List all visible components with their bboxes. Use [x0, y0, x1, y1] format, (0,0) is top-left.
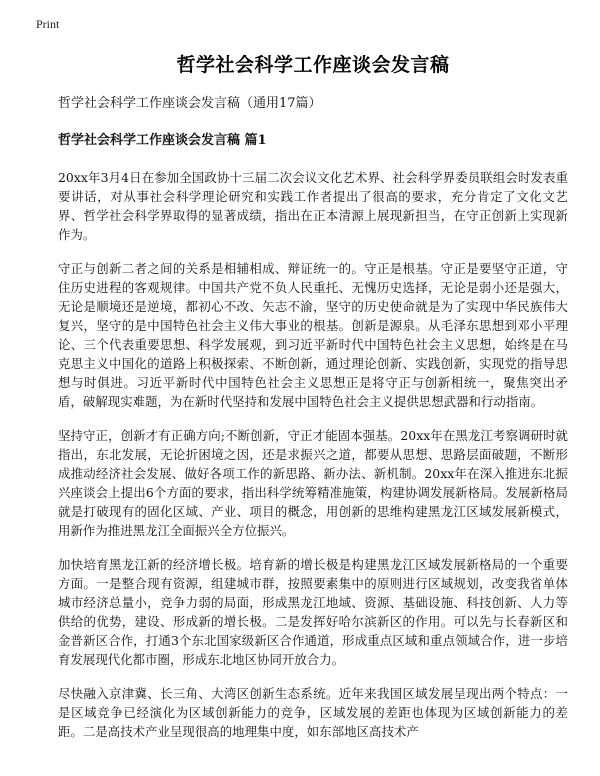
- paragraph-1: 20xx年3月4日在参加全国政协十三届二次会议文化艺术界、社会科学界委员联组会时发表重要讲话，对从事社会科学理论研究和实践工作者提出了很高的要求，充分肯定了文化文艺界、哲学社会科学界取得的显著成绩，指出在正本清源上展现新担当，在守正创新上实现新作为。: [58, 170, 568, 242]
- document-subtitle: 哲学社会科学工作座谈会发言稿（通用17篇）: [58, 96, 322, 111]
- paragraph-3: 坚持守正，创新才有正确方向;不断创新，守正才能固本强基。20xx年在黑龙江考察调研时就指出，东北发展，无论折困境之因，还是求振兴之道，都要从思想、思路层面破题，不断形成推动经济社会发展、做好各项工作的新思路、新办法、新机制。20xx年在深入推进东北振兴座谈会上提出6个方面的要求，指出科学统筹精准施策，构建协调发展新格局。发展新格局就是打破现有的固化区域、产业、项目的概念，用创新的思维构建黑龙江区域发展新模式，用新作为推进黑龙江全面振兴全方位振兴。: [58, 428, 568, 538]
- paragraph-4: 加快培育黑龙江新的经济增长极。培育新的增长极是构建黑龙江区域发展新格局的一个重要方面。一是整合现有资源，组建城市群，按照要素集中的原则进行区域规划，改变我省单体城市经济总量小，竞争力弱的局面，形成黑龙江地域、资源、基础设施、科技创新、人力等供给的优势，建设、形成新的增长极。二是发挥好哈尔滨新区的作用。可以先与长春新区和金普新区合作，打通3个东北国家级新区合作通道，形成重点区域和重点领域合作，进一步培育发展现代化都市圈，形成东北地区协同开放合力。: [58, 557, 568, 667]
- paragraph-2: 守正与创新二者之间的关系是相辅相成、辩证统一的。守正是根基。守正是要坚守正道，守住历史进程的客观规律。中国共产党不负人民重托、无愧历史选择，无论是弱小还是强大，无论是顺境还是逆境，都初心不改、矢志不渝，坚守的历史使命就是为了实现中华民族伟大复兴，坚守的是中国特色社会主义伟大事业的根基。创新是源泉。从毛泽东思想到邓小平理论、三个代表重要思想、科学发展观，到习近平新时代中国特色社会主义思想，始终是在马克思主义中国化的道路上积极探索、不断创新，通过理论创新、实践创新，实现党的指导思想与时俱进。习近平新时代中国特色社会主义思想正是将守正与创新相统一，聚焦突出矛盾，破解现实难题，为在新时代坚持和发展中国特色社会主义提供思想武器和行动指南。: [58, 261, 568, 409]
- section-heading: 哲学社会科学工作座谈会发言稿 篇1: [58, 133, 267, 148]
- document-title: 哲学社会科学工作座谈会发言稿: [176, 54, 450, 76]
- document-body: [58, 50, 568, 756]
- print-label[interactable]: Print: [36, 17, 60, 31]
- paragraph-5: 尽快融入京津冀、长三角、大湾区创新生态系统。近年来我国区域发展呈现出两个特点：一是区域竞争已经演化为区域创新能力的竞争，区域发展的差距也体现为区域创新能力的差距。二是高技术产业呈现很高的地理集中度，如东部地区高技术产: [58, 686, 568, 739]
